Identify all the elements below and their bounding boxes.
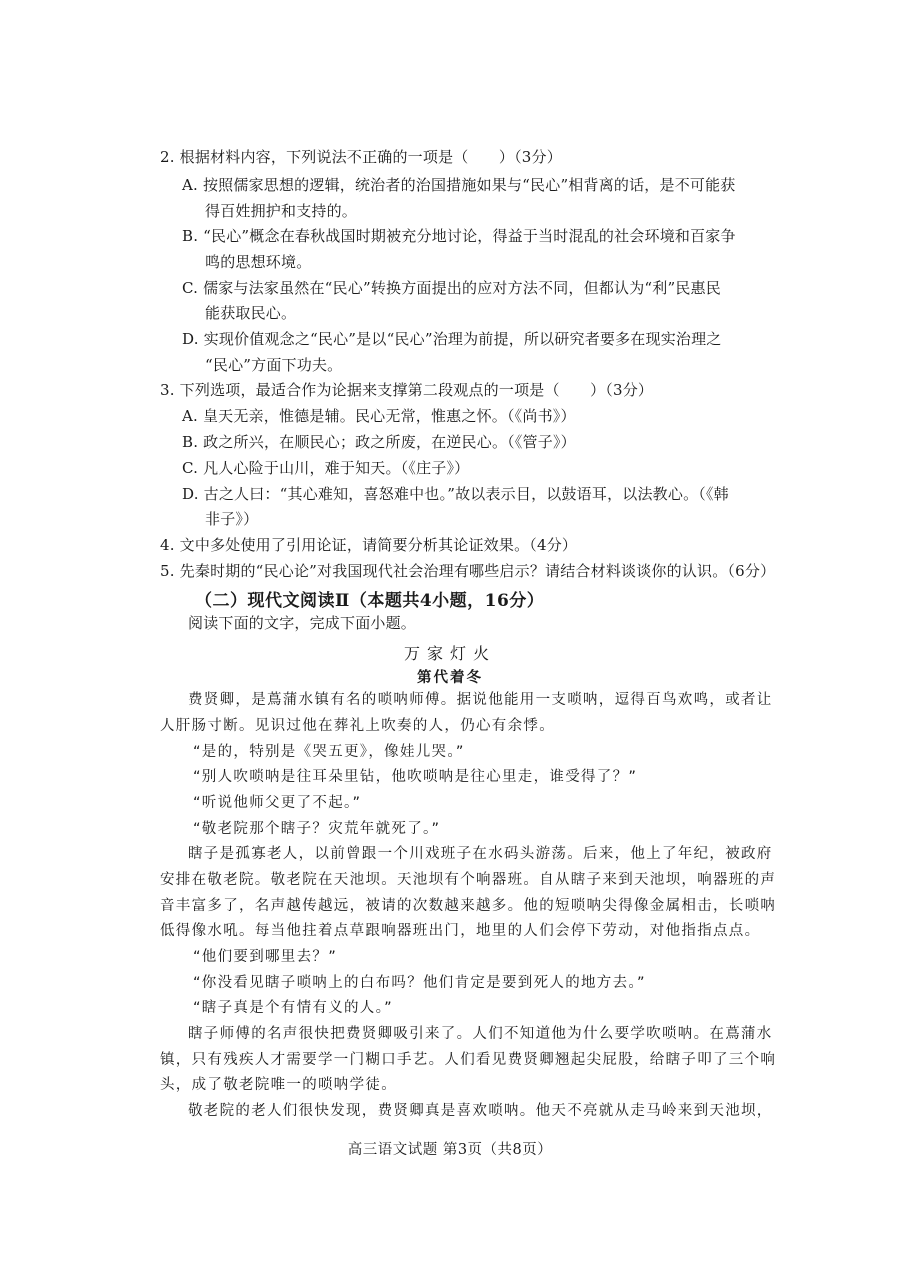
question-2-option-a: A. 按照儒家思想的逻辑，统治者的治国措施如果与“民心”相背离的话，是不可能获 — [182, 176, 736, 194]
question-2-stem: 2. 根据材料内容，下列说法不正确的一项是（ ）（3分） — [160, 148, 562, 166]
story-author: 第代着冬 — [417, 670, 483, 686]
story-line: “别人吹唢呐是往耳朵里钻，他吹唢呐是往心里走，谁受得了？” — [193, 769, 638, 785]
story-line: 瞎子师傅的名声很快把费贤卿吸引来了。人们不知道他为什么要学吹唢呐。在蔦蒲水 — [188, 1026, 773, 1042]
page-footer: 高三语文试题 第3页（共8页） — [347, 1142, 553, 1158]
story-line: “是的，特别是《哭五更》，像娃儿哭。” — [193, 744, 465, 760]
question-2-option-c-cont: 能获取民心。 — [205, 304, 297, 322]
story-line: 镇，只有残疾人才需要学一门糊口手艺。人们看见费贤卿翘起尖屁股，给瞎子叩了三个响 — [160, 1052, 777, 1068]
story-line: “听说他师父更了不起。” — [193, 795, 362, 811]
question-3-stem: 3. 下列选项，最适合作为论据来支撑第二段观点的一项是（ ）（3分） — [160, 381, 654, 399]
story-line: “瞎子真是个有情有义的人。” — [193, 1000, 393, 1016]
question-2-option-b: B. “民心”概念在春秋战国时期被充分地讨论，得益于当时混乱的社会环境和百家争 — [182, 227, 736, 245]
question-3-option-d-cont: 非子》） — [205, 510, 259, 528]
section-instruction: 阅读下面的文字，完成下面小题。 — [188, 614, 417, 632]
question-2-option-d: D. 实现价值观念之“民心”是以“民心”治理为前提，所以研究者要多在现实治理之 — [182, 330, 722, 348]
question-2-option-a-cont: 得百姓拥护和支持的。 — [205, 202, 358, 220]
question-3-option-b: B. 政之所兴，在顺民心；政之所废，在逆民心。（《管子》） — [182, 433, 576, 451]
story-line: 音丰富多了，名声越传越远，被请的次数越来越多。他的短唢呐尖得像金属相击，长唢呐 — [160, 898, 777, 914]
story-line: 头，成了敬老院唯一的唢呐学徒。 — [160, 1077, 397, 1093]
story-line: “他们要到哪里去？” — [193, 949, 338, 965]
question-3-option-a: A. 皇天无亲，惟德是辅。民心无常，惟惠之怀。（《尚书》） — [182, 407, 576, 425]
story-line: 低得像水吼。每当他拄着点草跟响器班出门，地里的人们会停下劳动，对他指指点点。 — [160, 923, 761, 939]
question-3-option-d: D. 古之人曰：“其心难知，喜怒难中也。”故以表示目，以鼓语耳，以法教心。（《韩 — [182, 485, 729, 503]
story-line: 安排在敬老院。敬老院在天池坝。天池坝有个响器班。自从瞎子来到天池坝，响器班的声 — [160, 872, 777, 888]
section-title: （二）现代文阅读Ⅱ（本题共4小题，16分） — [195, 591, 545, 611]
story-line: “你没看见瞎子唢呐上的白布吗？他们肯定是要到死人的地方去。” — [193, 975, 646, 991]
story-line: 费贤卿，是蔦蒲水镇有名的唢呐师傅。据说他能用一支唢呐，逗得百鸟欢鸣，或者让 — [188, 692, 773, 708]
question-4: 4. 文中多处使用了引用论证，请简要分析其论证效果。（4分） — [160, 536, 578, 554]
question-2-option-c: C. 儒家与法家虽然在“民心”转换方面提出的应对方法不同，但都认为“利”民惠民 — [182, 279, 721, 297]
story-title: 万家灯火 — [403, 644, 496, 663]
question-3-option-c: C. 凡人心险于山川，难于知天。（《庄子》） — [182, 459, 470, 477]
question-2-option-d-cont: “民心”方面下功夫。 — [205, 356, 343, 374]
story-line: 人肝肠寸断。见识过他在葬礼上吹奏的人，仍心有余悸。 — [160, 718, 555, 734]
story-line: 敬老院的老人们很快发现，费贤卿真是喜欢唢呐。他天不亮就从走马岭来到天池坝， — [188, 1103, 773, 1119]
question-2-option-b-cont: 鸣的思想环境。 — [205, 253, 312, 271]
story-line: “敬老院那个瞎子？灾荒年就死了。” — [193, 821, 441, 837]
question-5: 5. 先秦时期的“民心论”对我国现代社会治理有哪些启示？请结合材料谈谈你的认识。（6分） — [160, 562, 776, 580]
story-line: 瞎子是孤寡老人，以前曾跟一个川戏班子在水码头游荡。后来，他上了年纪，被政府 — [188, 846, 773, 862]
